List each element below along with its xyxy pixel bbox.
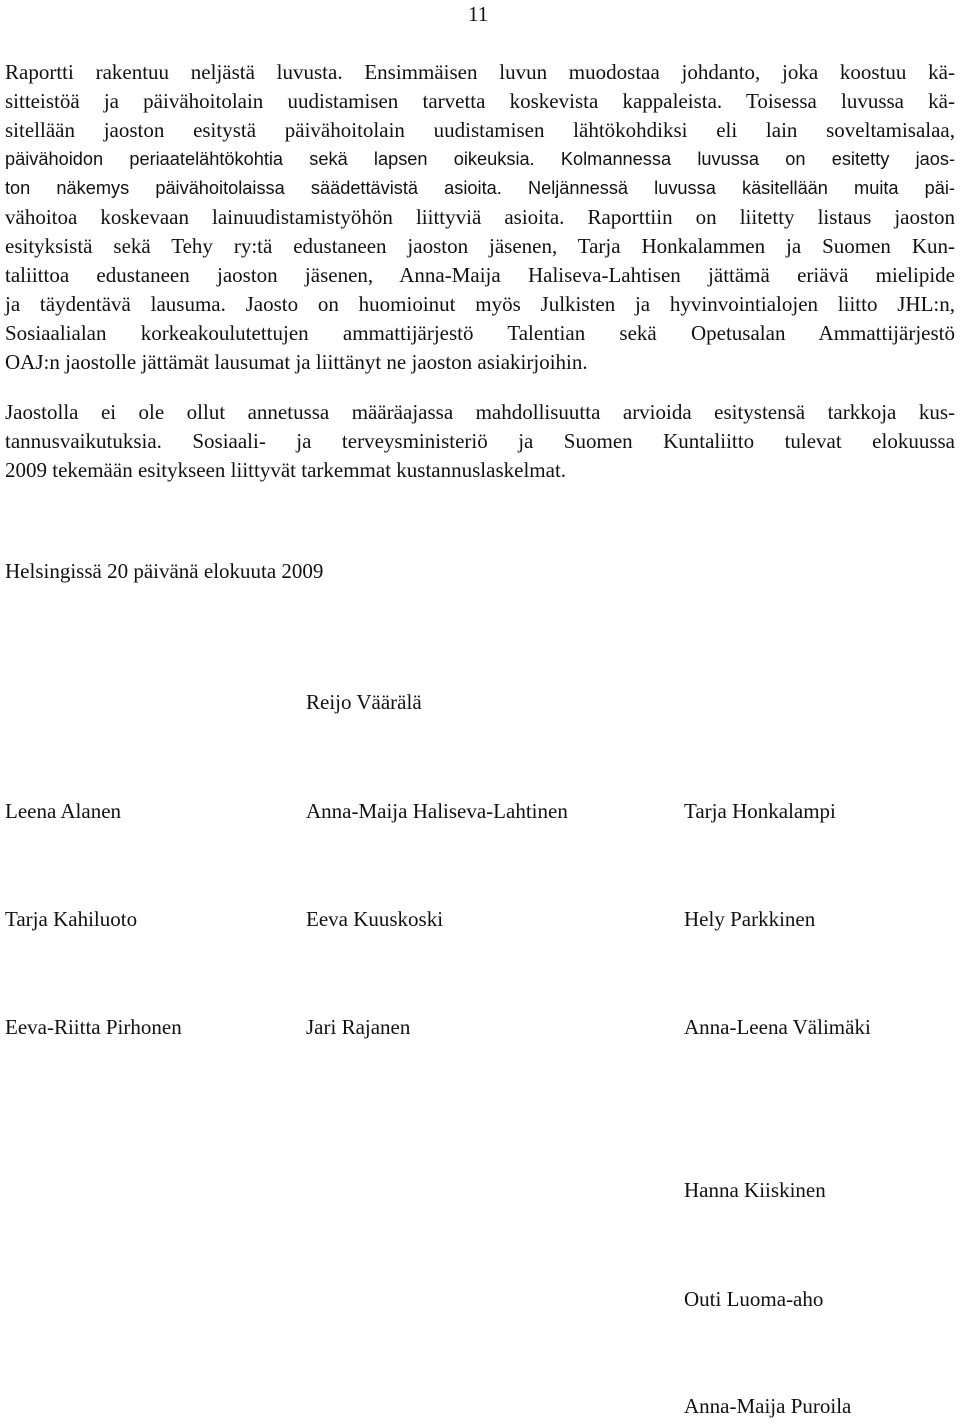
paragraph-report-structure xyxy=(5,58,955,377)
member-signature: Tarja Kahiluoto xyxy=(5,907,138,931)
paragraph-line: taliittoa edustaneen jaoston jäsenen, Anna-Maija Haliseva-Lahtisen jättämä eriävä mielipide xyxy=(5,263,955,287)
secretary-signature: Anna-Maija Puroila xyxy=(684,1394,852,1418)
paragraph-line: ton näkemys päivähoitolaissa säädettävistä asioita. Neljännessä luvussa käsitellään muita päi- xyxy=(5,178,955,198)
paragraph-line: Jaostolla ei ole ollut annetussa määräajassa mahdollisuutta arvioida esitystensä tarkkoja kus- xyxy=(5,400,955,424)
paragraph-line: sitellään jaoston esitystä päivähoitolain uudistamisen lähtökohdiksi eli lain soveltamisalaa, xyxy=(5,118,955,142)
paragraph-line: päivähoidon periaatelähtökohtia sekä lapsen oikeuksia. Kolmannessa luvussa on esitetty jaos- xyxy=(5,149,955,169)
paragraph-line: sitteistöä ja päivähoitolain uudistamisen tarvetta koskevista kappaleista. Toisessa luvussa kä- xyxy=(5,89,955,113)
member-signature: Anna-Maija Haliseva-Lahtinen xyxy=(306,799,568,823)
page-number: 11 xyxy=(468,2,489,26)
member-signature: Tarja Honkalampi xyxy=(684,799,836,823)
paragraph-line: 2009 tekemään esitykseen liittyvät tarkemmat kustannuslaskelmat. xyxy=(5,458,567,482)
paragraph-line: vähoitoa koskevaan lainuudistamistyöhön liittyviä asioita. Raporttiin on liitetty listaus jaoston xyxy=(5,205,955,229)
paragraph-line: Sosiaalialan korkeakoulutettujen ammattijärjestö Talentian sekä Opetusalan Ammattijärjestö xyxy=(5,321,955,345)
member-signature: Anna-Leena Välimäki xyxy=(684,1015,871,1039)
chair-signature: Reijo Väärälä xyxy=(306,690,422,714)
member-signature: Eeva Kuuskoski xyxy=(306,907,444,931)
secretary-signature: Outi Luoma-aho xyxy=(684,1287,824,1311)
member-signature: Eeva-Riitta Pirhonen xyxy=(5,1015,182,1039)
paragraph-line: esityksistä sekä Tehy ry:tä edustaneen jaoston jäsenen, Tarja Honkalammen ja Suomen Kun- xyxy=(5,234,955,258)
secretary-signature: Hanna Kiiskinen xyxy=(684,1178,826,1202)
paragraph-line: ja täydentävä lausuma. Jaosto on huomioinut myös Julkisten ja hyvinvointialojen liitto JHL:n, xyxy=(5,292,955,316)
member-signature: Leena Alanen xyxy=(5,799,122,823)
place-date: Helsingissä 20 päivänä elokuuta 2009 xyxy=(5,559,324,583)
paragraph-line: Raportti rakentuu neljästä luvusta. Ensimmäisen luvun muodostaa johdanto, joka koostuu kä- xyxy=(5,60,955,84)
paragraph-cost-effects xyxy=(5,398,955,485)
paragraph-line: tannusvaikutuksia. Sosiaali- ja terveysministeriö ja Suomen Kuntaliitto tulevat elokuussa xyxy=(5,429,955,453)
paragraph-line: OAJ:n jaostolle jättämät lausumat ja liittänyt ne jaoston asiakirjoihin. xyxy=(5,350,588,374)
member-signature: Jari Rajanen xyxy=(306,1015,411,1039)
member-signature: Hely Parkkinen xyxy=(684,907,816,931)
